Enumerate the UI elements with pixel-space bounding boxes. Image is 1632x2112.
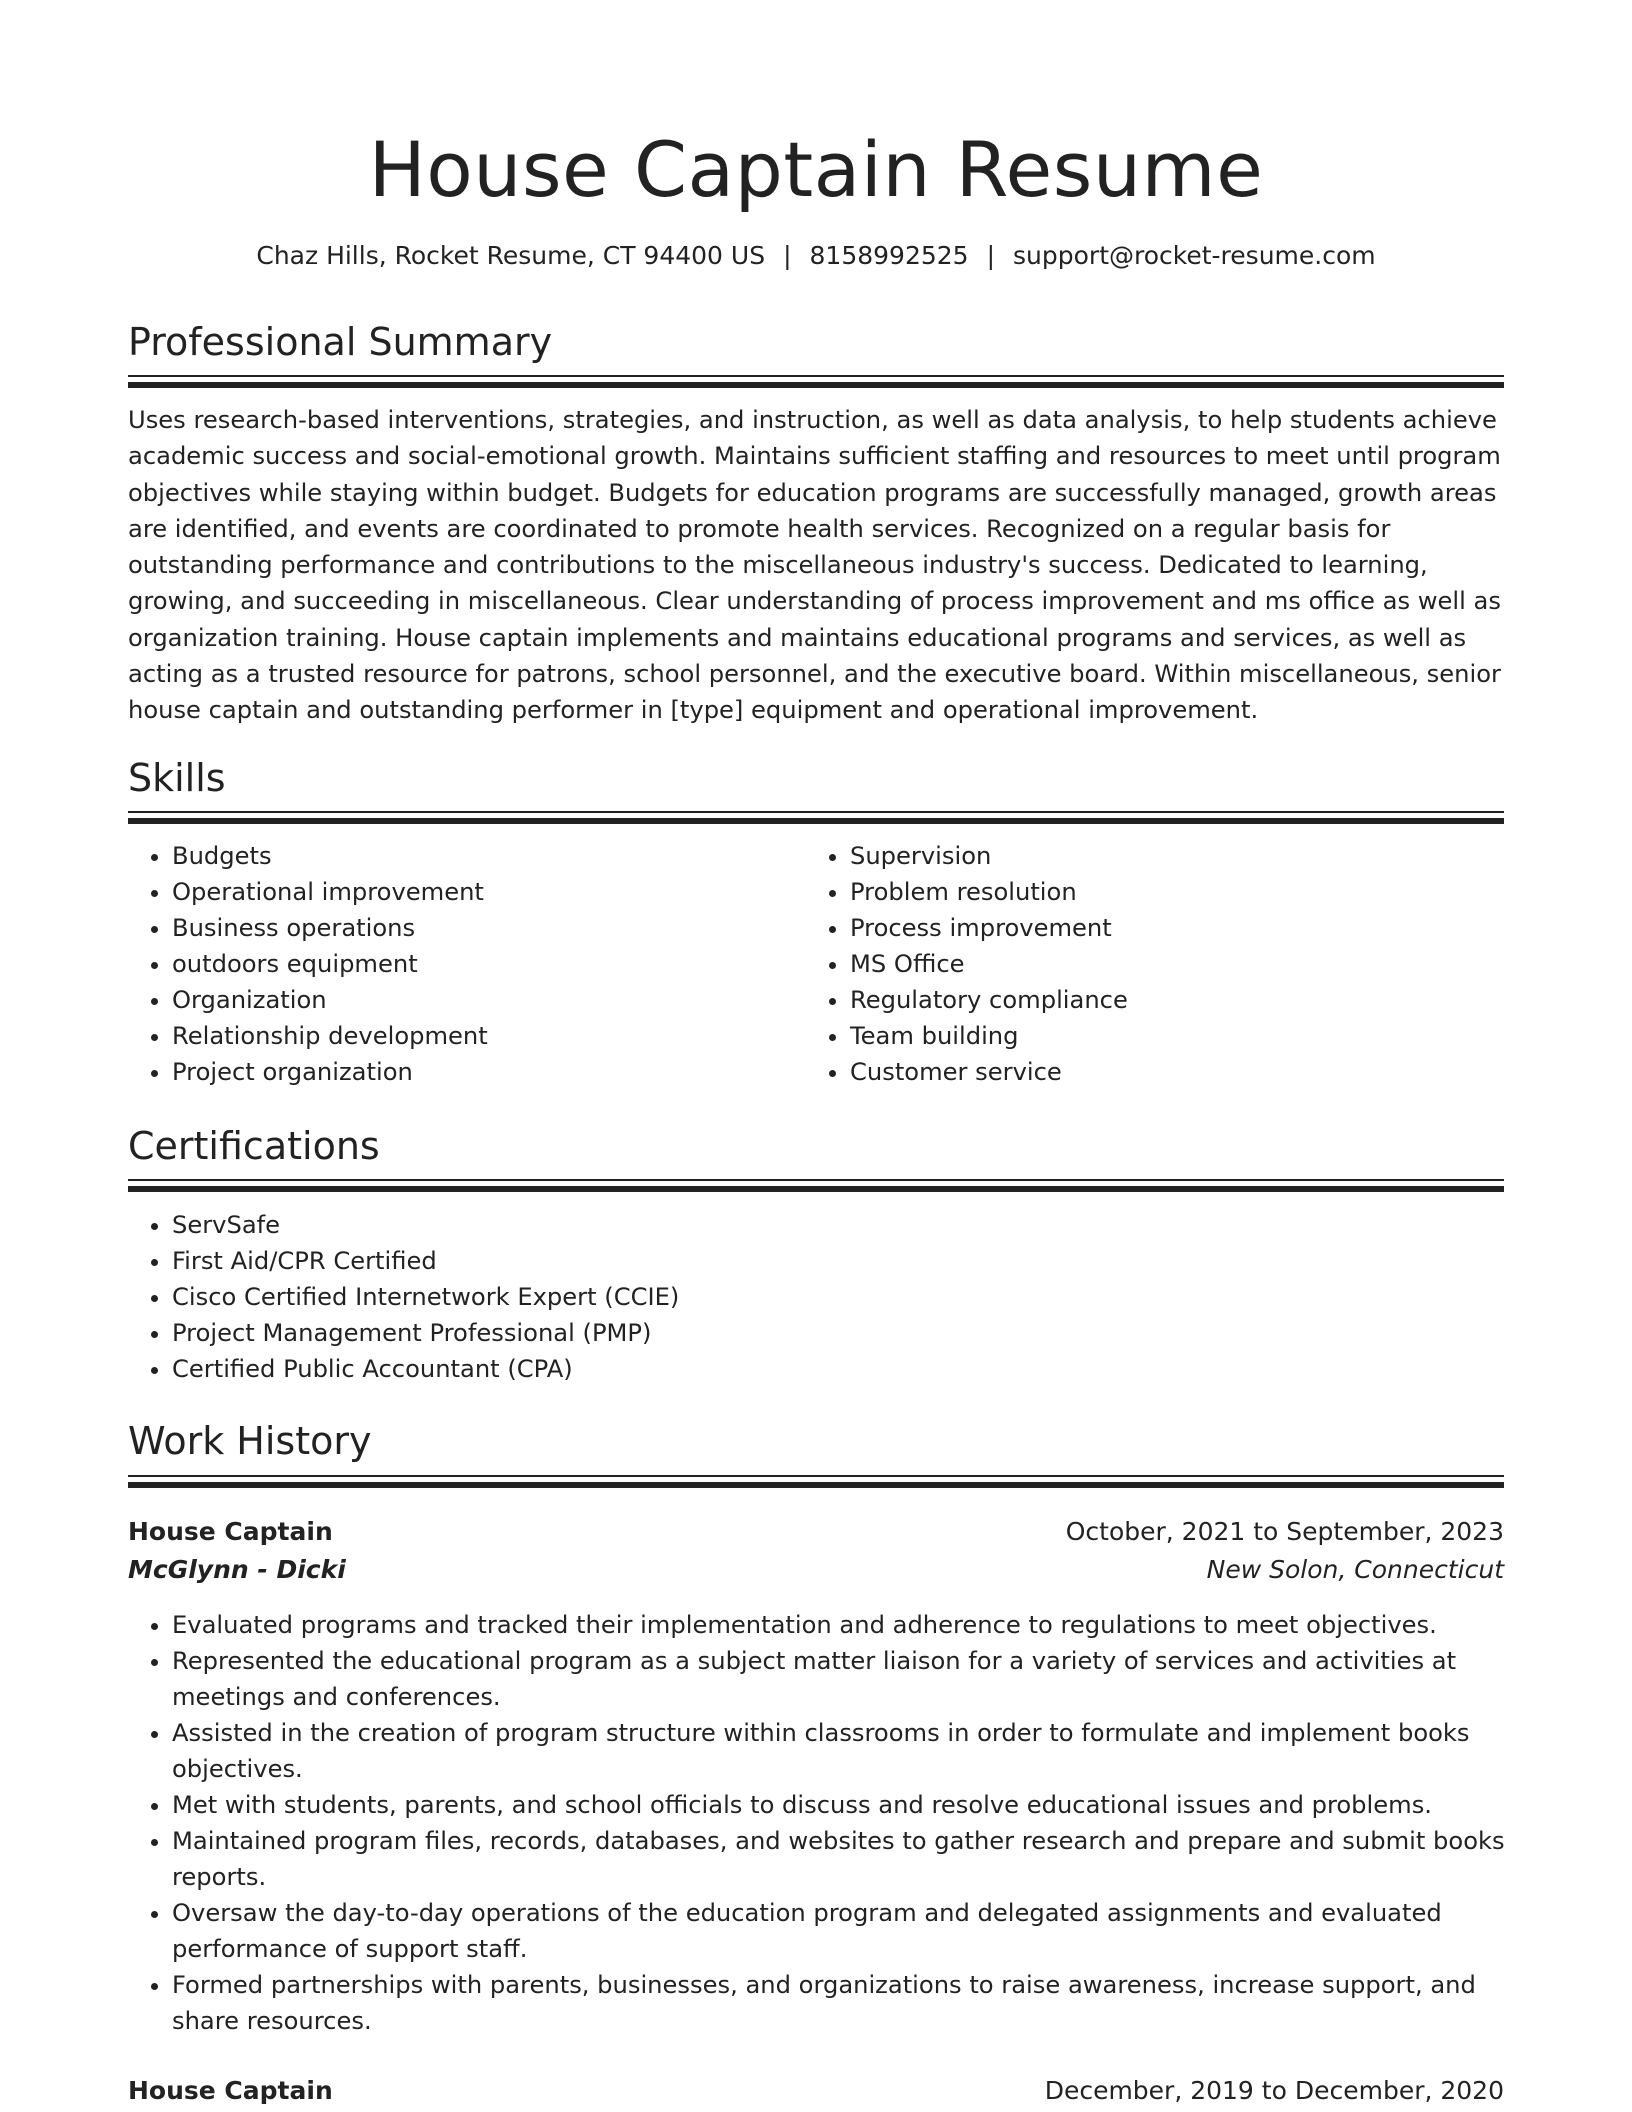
job-duty-item: • Represented the educational program as a subject matter liaison for a variety of services and activities at meetings and conferences. [172,1643,1548,1715]
section-divider-thick [128,818,1504,824]
skill-item: • Team building [850,1018,1470,1054]
section-divider-thin [128,1475,1504,1477]
skill-item: • Project organization [172,1054,792,1090]
job-duty-item: • Evaluated programs and tracked their implementation and adherence to regulations to meet objectives. [172,1607,1548,1643]
skill-item: • Relationship development [172,1018,792,1054]
skill-item: • Business operations [172,910,792,946]
job-company-row [128,1551,1504,1589]
skills-heading: Skills [128,756,226,800]
job-duty-item: • Oversaw the day-to-day operations of the education program and delegated assignments and evaluated performance of support staff. [172,1895,1548,1967]
section-divider-thick [128,1482,1504,1488]
job-header-row [128,1513,1504,1551]
work-history-heading: Work History [128,1419,372,1463]
job-title: House Captain [128,1517,333,1546]
certifications-heading: Certifications [128,1124,380,1168]
skill-item: • outdoors equipment [172,946,792,982]
contact-separator: | [986,241,996,270]
skills-list-right [806,838,1470,1090]
skills-list-left [128,838,792,1090]
contact-phone[interactable]: 8158992525 [809,241,969,270]
certification-item: • First Aid/CPR Certified [172,1243,1548,1279]
section-divider-thin [128,1179,1504,1181]
summary-heading: Professional Summary [128,320,553,364]
summary-text: Uses research-based interventions, strategies, and instruction, as well as data analysis, to help students achieve academic success and social-emotional growth. Maintains sufficient staffing and resources to meet until program objectives while staying within budget. Budgets for education programs are successfully managed, growth areas are identified, and events are coordinated to promote health services. Recognized on a regular basis for outstanding performance and contributions to the miscellaneous industry's success. Dedicated to learning, growing, and succeeding in miscellaneous. Clear understanding of process improvement and ms office as well as organization training. House captain implements and maintains educational programs and services, as well as acting as a trusted resource for patrons, school personnel, and the executive board. Within miscellaneous, senior house captain and outstanding performer in [type] equipment and operational improvement. [128,406,1501,725]
job-dates: December, 2019 to December, 2020 [1044,2076,1504,2105]
skill-item: • Operational improvement [172,874,792,910]
skill-item: • MS Office [850,946,1470,982]
certification-item: • Project Management Professional (PMP) [172,1315,1548,1351]
section-divider-thin [128,811,1504,813]
job-title: House Captain [128,2076,333,2105]
contact-separator: | [783,241,792,270]
resume-title: House Captain Resume [368,125,1264,214]
contact-address: Chaz Hills, Rocket Resume, CT 94400 US [256,241,766,270]
section-divider-thick [128,382,1504,388]
certification-item: • Certified Public Accountant (CPA) [172,1351,1548,1387]
certification-item: • Cisco Certified Internetwork Expert (CCIE) [172,1279,1548,1315]
skill-item: • Supervision [850,838,1470,874]
contact-email[interactable]: support@rocket-resume.com [1013,241,1376,270]
job-duties-list [128,1607,1548,2039]
job-company: McGlynn - Dicki [128,1555,346,1584]
skill-item: • Problem resolution [850,874,1470,910]
job-duty-item: • Maintained program files, records, databases, and websites to gather research and prepare and submit books reports. [172,1823,1548,1895]
job-duty-item: • Assisted in the creation of program structure within classrooms in order to formulate and implement books objectives. [172,1715,1548,1787]
job-duty-item: • Met with students, parents, and school officials to discuss and resolve educational issues and problems. [172,1787,1548,1823]
skill-item: • Organization [172,982,792,1018]
job-location: New Solon, Connecticut [1206,1555,1504,1584]
skill-item: • Regulatory compliance [850,982,1470,1018]
job-duty-item: • Formed partnerships with parents, businesses, and organizations to raise awareness, increase support, and share resources. [172,1967,1548,2039]
section-divider-thick [128,1186,1504,1192]
certification-item: • ServSafe [172,1207,1548,1243]
skill-item: • Process improvement [850,910,1470,946]
skill-item: • Budgets [172,838,792,874]
certifications-list [128,1207,1548,1387]
skill-item: • Customer service [850,1054,1470,1090]
section-divider-thin [128,375,1504,377]
job-dates: October, 2021 to September, 2023 [1065,1517,1504,1546]
contact-line [128,238,1504,274]
job-header-row [128,2072,1504,2110]
